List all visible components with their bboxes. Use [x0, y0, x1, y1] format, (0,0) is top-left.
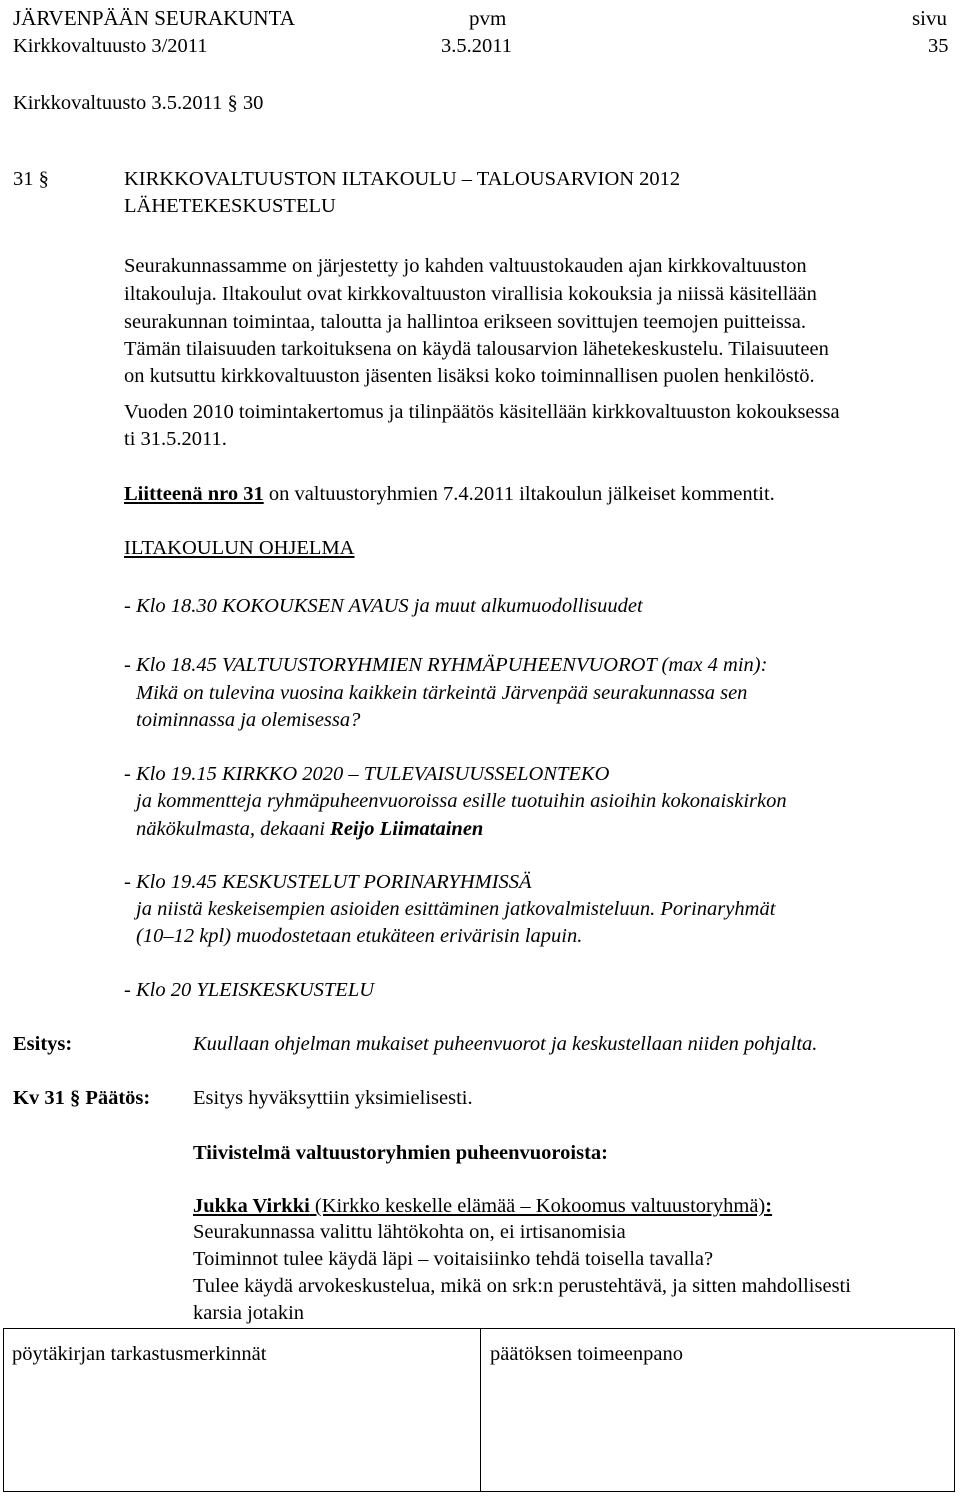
speaker-line — [193, 1192, 772, 1220]
summary-line: Tulee käydä arvokeskustelua, mikä on srk:n perustehtävä, ja sitten mahdollisesti — [193, 1275, 851, 1297]
paragraph-line: Tämän tilaisuuden tarkoituksena on käydä talousarvion lähetekeskustelu. Tilaisuuteen — [124, 338, 829, 360]
footer-divider — [480, 1329, 481, 1491]
attachment-line — [124, 480, 775, 508]
paragraph-line: iltakouluja. Iltakoulut ovat kirkkovaltuuston virallisia kokouksia ja niissä käsitellään — [124, 283, 817, 305]
program-item-desc — [136, 815, 483, 843]
speaker-affiliation: (Kirkko keskelle elämää – Kokoomus valtuustoryhmä) — [309, 1195, 766, 1217]
paragraph-line: Seurakunnassamme on järjestetty jo kahden valtuustokauden ajan kirkkovaltuuston — [124, 255, 807, 277]
summary-line: Toiminnot tulee käydä läpi – voitaisiinko tehdä toisella tavalla? — [193, 1248, 714, 1270]
proposal-label: Esitys: — [13, 1033, 73, 1055]
program-item-desc: ja kommentteja ryhmäpuheenvuoroissa esille tuotuihin asioihin kokonaiskirkon — [136, 790, 787, 812]
speaker-name: Jukka Virkki — [193, 1195, 310, 1217]
page-number: 35 — [928, 35, 949, 57]
program-item: - Klo 19.45 KESKUSTELUT PORINARYHMISSÄ — [124, 871, 532, 893]
sivu-label: sivu — [912, 6, 948, 30]
document-date: 3.5.2011 — [441, 35, 512, 57]
implementation-label: päätöksen toimeenpano — [490, 1343, 683, 1365]
meeting-line: Kirkkovaltuusto 3.5.2011 § 30 — [13, 92, 264, 114]
summary-line: karsia jotakin — [193, 1302, 305, 1324]
summary-line: Seurakunnassa valittu lähtökohta on, ei irtisanomisia — [193, 1221, 626, 1243]
paragraph-line: on kutsuttu kirkkovaltuuston jäsenten lisäksi koko toiminnallisen puolen henkilöstö. — [124, 365, 815, 387]
section-title: KIRKKOVALTUUSTON ILTAKOULU – TALOUSARVION 2012 — [124, 168, 681, 190]
attachment-text: on valtuustoryhmien 7.4.2011 iltakoulun jälkeiset kommentit. — [263, 483, 775, 505]
program-item-desc-text: näkökulmasta, dekaani — [136, 818, 331, 840]
proposal-text: Kuullaan ohjelman mukaiset puheenvuorot ja keskustellaan niiden pohjalta. — [193, 1033, 818, 1055]
program-item: - Klo 18.30 KOKOUKSEN AVAUS ja muut alkumuodollisuudet — [124, 595, 643, 617]
summary-heading: Tiivistelmä valtuustoryhmien puheenvuoroista: — [193, 1142, 608, 1164]
paragraph-line: Vuoden 2010 toimintakertomus ja tilinpäätös käsitellään kirkkovaltuuston kokouksessa — [124, 401, 840, 423]
document-id: Kirkkovaltuusto 3/2011 — [13, 35, 208, 57]
speaker-name: Reijo Liimatainen — [330, 818, 484, 840]
pvm-label: pvm — [469, 6, 507, 30]
program-item-desc: toiminnassa ja olemisessa? — [136, 709, 361, 731]
decision-text: Esitys hyväksyttiin yksimielisesti. — [193, 1087, 473, 1109]
paragraph-line: ti 31.5.2011. — [124, 428, 227, 450]
review-marks-label: pöytäkirjan tarkastusmerkinnät — [12, 1343, 267, 1365]
program-item: - Klo 18.45 VALTUUSTORYHMIEN RYHMÄPUHEENVUOROT (max 4 min): — [124, 654, 768, 676]
decision-label: Kv 31 § Päätös: — [13, 1087, 151, 1109]
program-item: - Klo 19.15 KIRKKO 2020 – TULEVAISUUSSELONTEKO — [124, 763, 610, 785]
program-heading-text: ILTAKOULUN OHJELMA — [124, 537, 355, 559]
paragraph-line: seurakunnan toimintaa, taloutta ja hallintoa erikseen sovittujen teemojen puitteissa. — [124, 311, 807, 333]
organization-name: JÄRVENPÄÄN SEURAKUNTA — [13, 6, 295, 30]
section-number: 31 § — [13, 168, 49, 190]
program-heading — [124, 534, 355, 562]
speaker-colon: : — [765, 1195, 773, 1217]
program-item-desc: (10–12 kpl) muodostetaan etukäteen erivärisin lapuin. — [136, 925, 583, 947]
program-item-desc: Mikä on tulevina vuosina kaikkein tärkeintä Järvenpää seurakunnassa sen — [136, 682, 748, 704]
attachment-link[interactable]: Liitteenä nro 31 — [124, 483, 264, 505]
program-item: - Klo 20 YLEISKESKUSTELU — [124, 979, 375, 1001]
program-item-desc: ja niistä keskeisempien asioiden esittäminen jatkovalmisteluun. Porinaryhmät — [136, 898, 776, 920]
section-title-line2: LÄHETEKESKUSTELU — [124, 195, 336, 217]
